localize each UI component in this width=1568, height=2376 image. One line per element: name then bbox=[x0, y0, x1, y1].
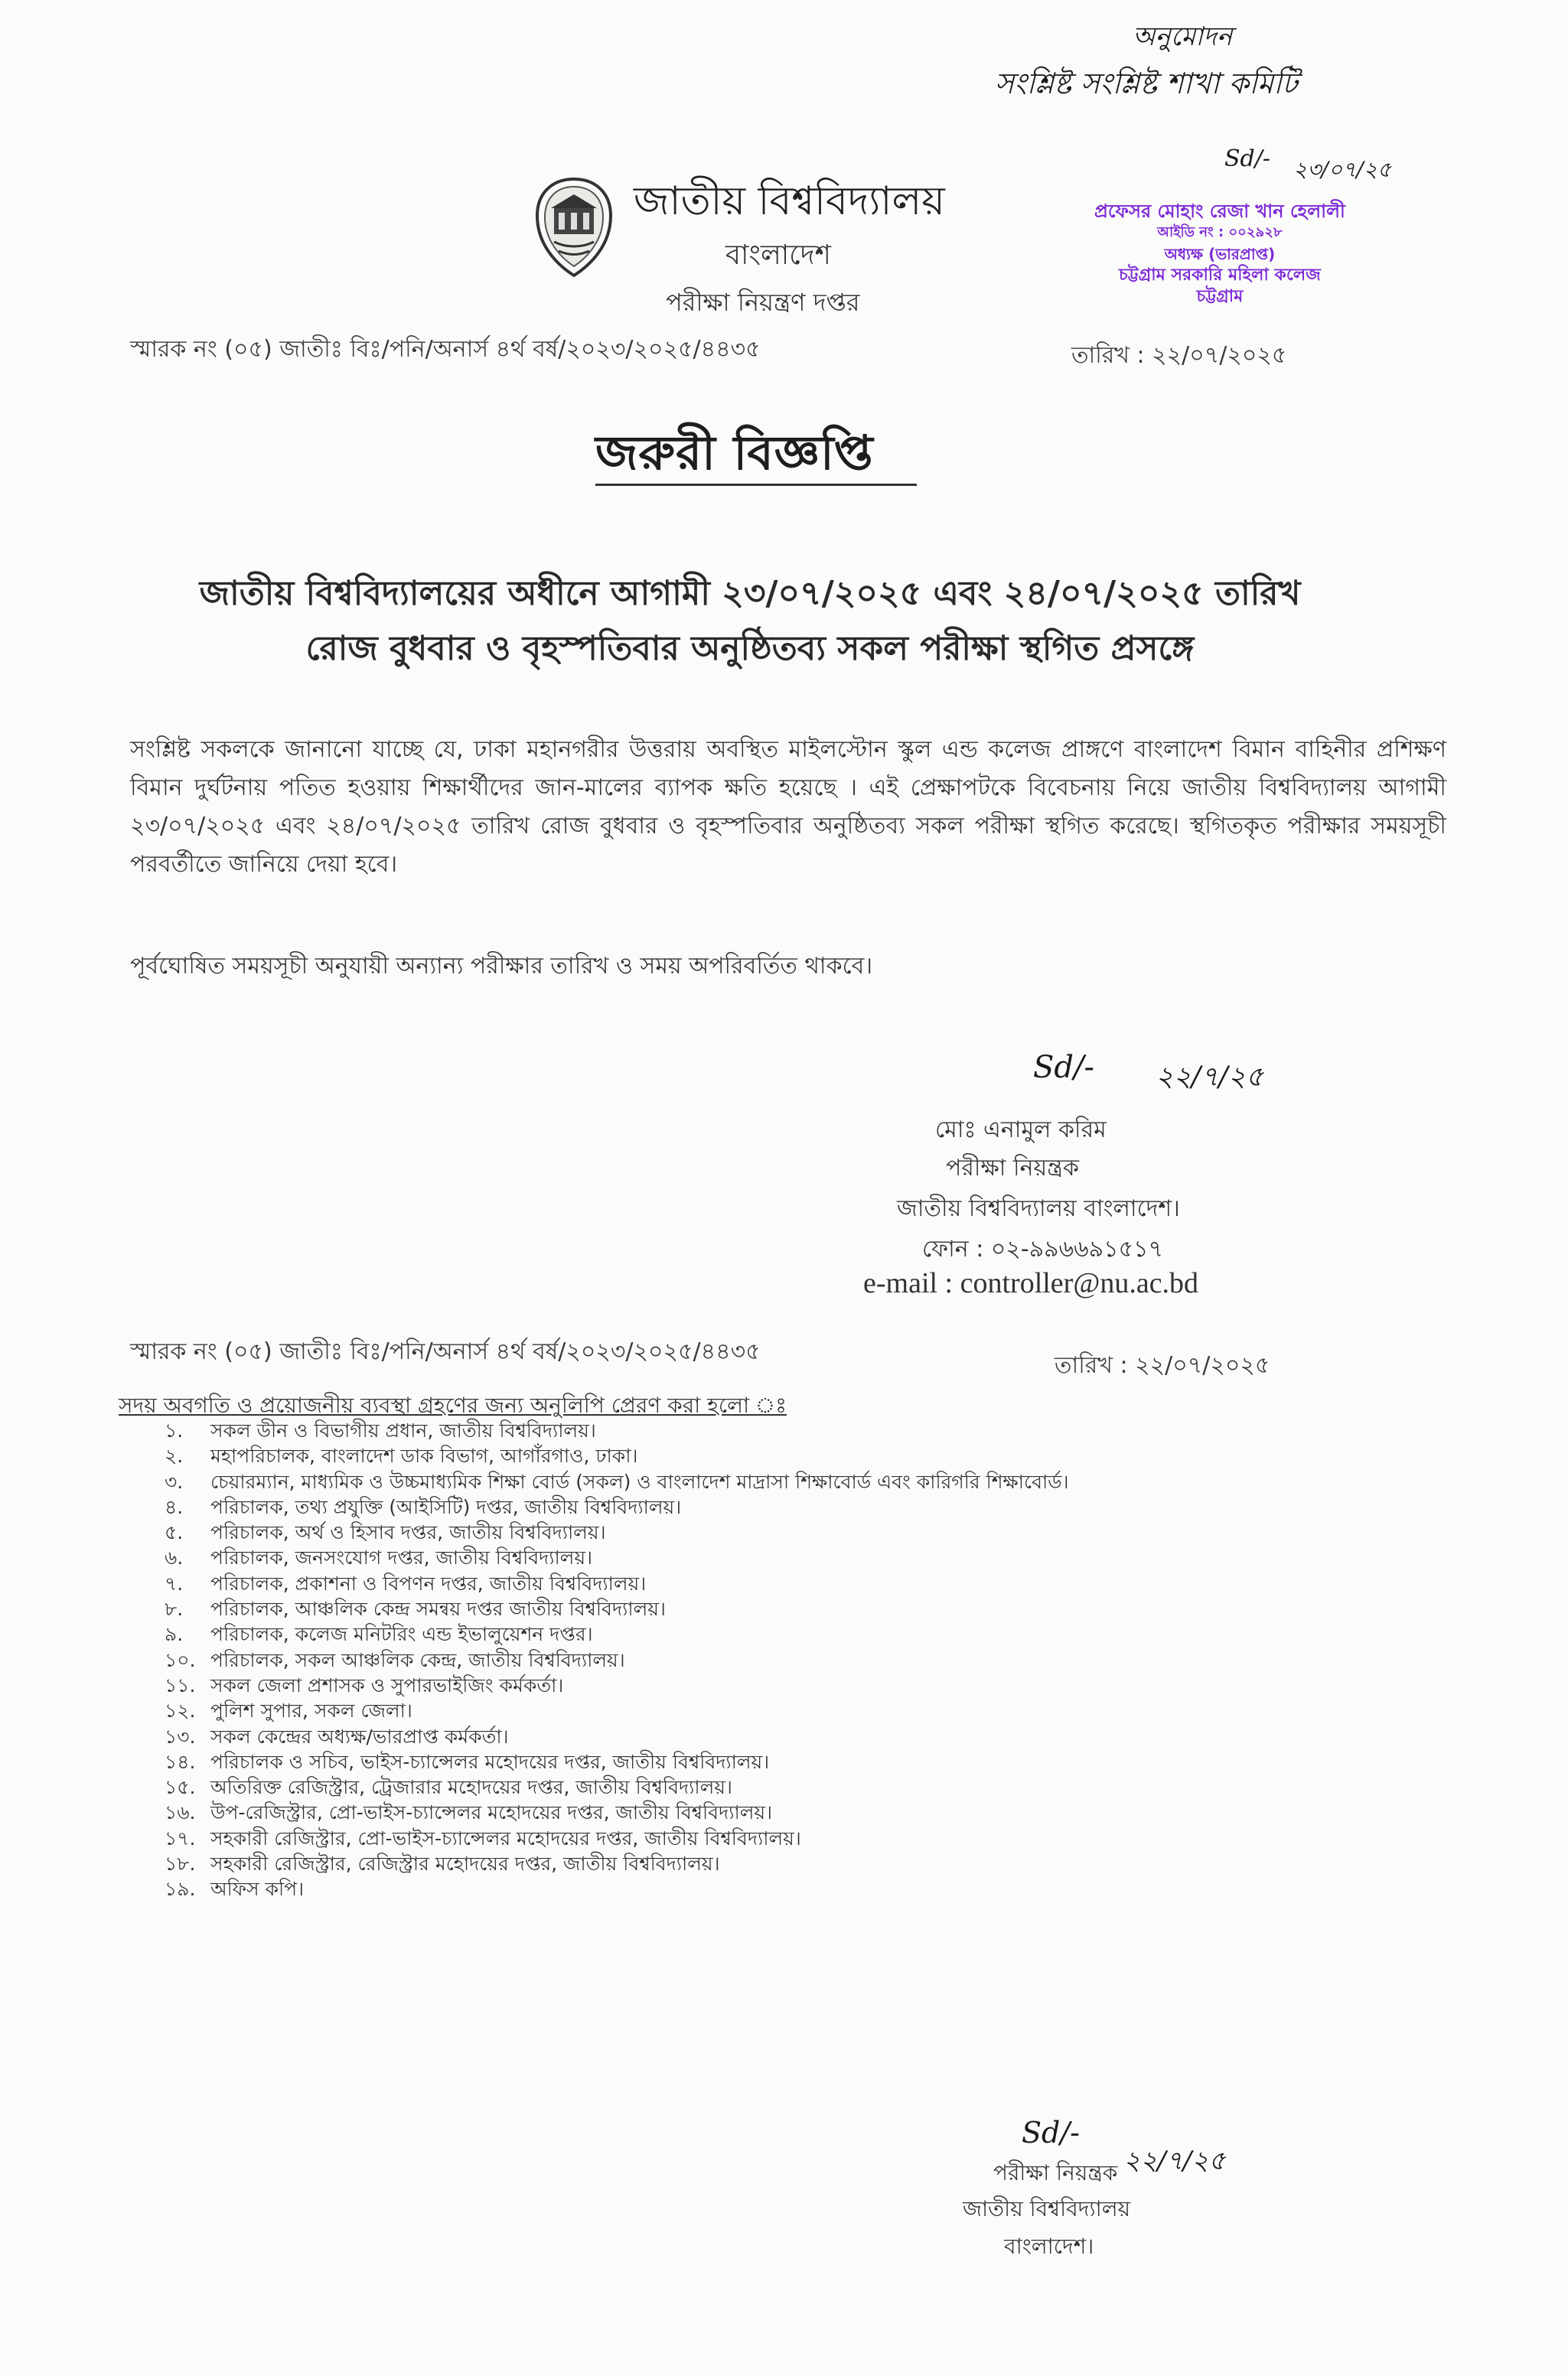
copy-recipient-number: ৯. bbox=[165, 1623, 184, 1646]
copy-recipient-text: পুলিশ সুপার, সকল জেলা। bbox=[210, 1700, 412, 1723]
copy-recipient-item bbox=[165, 1698, 1069, 1723]
signature-date-2: ২২/৭/২৫ bbox=[1123, 2146, 1226, 2176]
stamp-id: আইডি নং : ০০২৯২৮ bbox=[1157, 224, 1283, 240]
university-name: জাতীয় বিশ্ববিদ্যালয় bbox=[634, 178, 945, 224]
copy-recipient-number: ১০. bbox=[165, 1648, 196, 1671]
copy-recipient-item bbox=[165, 1596, 1069, 1621]
copy-memo-number: স্মারক নং (০৫) জাতীঃ বিঃ/পনি/অনার্স ৪র্থ বর্ষ/২০২৩/২০২৫/৪৪৩৫ bbox=[130, 1338, 761, 1365]
signatory2-org: জাতীয় বিশ্ববিদ্যালয় bbox=[963, 2196, 1131, 2221]
copy-recipient-text: সকল কেন্দ্রের অধ্যক্ষ/ভারপ্রাপ্ত কর্মকর্তা। bbox=[210, 1725, 509, 1748]
memo-date: তারিখ : ২২/০৭/২০২৫ bbox=[1071, 342, 1287, 369]
copy-recipient-number: ১২. bbox=[165, 1700, 196, 1723]
copy-recipient-item bbox=[165, 1494, 1069, 1520]
copy-recipient-item bbox=[165, 1724, 1069, 1749]
notice-body-paragraph-2: পূর্বঘোষিত সময়সূচী অনুযায়ী অন্যান্য পরীক্ষার তারিখ ও সময় অপরিবর্তিত থাকবে। bbox=[130, 953, 873, 979]
signature-scribble-1: Sd/- bbox=[1033, 1050, 1094, 1085]
copy-recipient-number: ১১. bbox=[165, 1674, 196, 1696]
copy-recipient-number: ১৪. bbox=[165, 1750, 196, 1773]
copy-recipient-text: সকল জেলা প্রশাসক ও সুপারভাইজিং কর্মকর্তা। bbox=[210, 1674, 564, 1696]
memo-number: স্মারক নং (০৫) জাতীঃ বিঃ/পনি/অনার্স ৪র্থ বর্ষ/২০২৩/২০২৫/৪৪৩৫ bbox=[130, 336, 761, 363]
subject-line-1: জাতীয় বিশ্ববিদ্যালয়ের অধীনে আগামী ২৩/০৭/২০২৫ এবং ২৪/০৭/২০২৫ তারিখ bbox=[199, 574, 1301, 613]
signature-date-1: ২২/৭/২৫ bbox=[1156, 1061, 1264, 1093]
copy-recipient-text: মহাপরিচালক, বাংলাদেশ ডাক বিভাগ, আগাঁরগাও, ঢাকা। bbox=[210, 1445, 638, 1468]
copy-list-heading: সদয় অবগতি ও প্রয়োজনীয় ব্যবস্থা গ্রহণের জন্য অনুলিপি প্রেরণ করা হলো ঃ bbox=[119, 1393, 787, 1418]
copy-recipient-item bbox=[165, 1621, 1069, 1647]
copy-recipient-item bbox=[165, 1826, 1069, 1851]
copy-recipient-number: ১৮. bbox=[165, 1853, 196, 1876]
stamp-college: চট্টগ্রাম সরকারি মহিলা কলেজ bbox=[1119, 266, 1321, 285]
subject-line-2: রোজ বুধবার ও বৃহস্পতিবার অনুষ্ঠিতব্য সকল পরীক্ষা স্থগিত প্রসঙ্গে bbox=[305, 629, 1195, 668]
principal-stamp bbox=[1094, 200, 1345, 308]
copy-recipient-text: উপ-রেজিস্ট্রার, প্রো-ভাইস-চ্যান্সেলর মহোদয়ের দপ্তর, জাতীয় বিশ্ববিদ্যালয়। bbox=[210, 1801, 773, 1824]
signatory-title: পরীক্ষা নিয়ন্ত্রক bbox=[946, 1155, 1079, 1181]
copy-recipient-item bbox=[165, 1673, 1069, 1698]
copy-recipient-text: পরিচালক, প্রকাশনা ও বিপণন দপ্তর, জাতীয় বিশ্ববিদ্যালয়। bbox=[210, 1572, 647, 1595]
copy-recipient-number: ১. bbox=[165, 1419, 184, 1442]
copy-recipient-number: ১৯. bbox=[165, 1878, 196, 1901]
notice-subject bbox=[115, 566, 1385, 676]
copy-recipient-number: ৮. bbox=[165, 1598, 184, 1621]
country-name: বাংলাদেশ bbox=[725, 240, 831, 271]
copy-recipient-item bbox=[165, 1520, 1069, 1545]
copy-recipient-item bbox=[165, 1418, 1069, 1443]
handwritten-initial: Sd/- bbox=[1224, 145, 1270, 172]
stamp-designation: অধ্যক্ষ (ভারপ্রাপ্ত) bbox=[1164, 245, 1276, 263]
copy-recipient-item bbox=[165, 1775, 1069, 1800]
copy-recipient-text: সকল ডীন ও বিভাগীয় প্রধান, জাতীয় বিশ্ববিদ্যালয়। bbox=[210, 1419, 596, 1442]
handwritten-initial-date: ২৩/০৭/২৫ bbox=[1293, 157, 1392, 182]
stamp-name: প্রফেসর মোহাং রেজা খান হেলালী bbox=[1094, 200, 1345, 222]
copy-recipient-list bbox=[165, 1418, 1069, 1902]
copy-recipient-text: পরিচালক ও সচিব, ভাইস-চ্যান্সেলর মহোদয়ের দপ্তর, জাতীয় বিশ্ববিদ্যালয়। bbox=[210, 1750, 770, 1773]
copy-recipient-number: ১৩. bbox=[165, 1725, 196, 1748]
signature-scribble-2: Sd/- bbox=[1022, 2116, 1080, 2149]
copy-recipient-item bbox=[165, 1571, 1069, 1596]
notice-headline: জরুরী বিজ্ঞপ্তি bbox=[595, 425, 874, 481]
copy-recipient-number: ৭. bbox=[165, 1572, 184, 1595]
signatory2-country: বাংলাদেশ। bbox=[1004, 2234, 1094, 2259]
copy-recipient-text: সহকারী রেজিস্ট্রার, প্রো-ভাইস-চ্যান্সেলর মহোদয়ের দপ্তর, জাতীয় বিশ্ববিদ্যালয়। bbox=[210, 1827, 801, 1850]
copy-recipient-item bbox=[165, 1443, 1069, 1468]
headline-underline bbox=[595, 484, 917, 486]
handwritten-note-forward: সংশ্লিষ্ট সংশ্লিষ্ট শাখা কমিটি bbox=[995, 67, 1298, 100]
signatory-phone: ফোন : ০২-৯৯৬৬৯১৫১৭ bbox=[922, 1236, 1164, 1263]
copy-recipient-text: পরিচালক, অর্থ ও হিসাব দপ্তর, জাতীয় বিশ্ববিদ্যালয়। bbox=[210, 1521, 606, 1544]
copy-recipient-text: পরিচালক, আঞ্চলিক কেন্দ্র সমন্বয় দপ্তর জাতীয় বিশ্ববিদ্যালয়। bbox=[210, 1598, 666, 1621]
copy-recipient-item bbox=[165, 1545, 1069, 1570]
university-logo bbox=[528, 174, 620, 282]
copy-recipient-number: ৪. bbox=[165, 1495, 184, 1518]
copy-recipient-number: ৬. bbox=[165, 1547, 184, 1569]
stamp-city: চট্টগ্রাম bbox=[1196, 287, 1244, 306]
copy-recipient-text: পরিচালক, কলেজ মনিটরিং এন্ড ইভালুয়েশন দপ্তর। bbox=[210, 1623, 593, 1646]
office-name: পরীক্ষা নিয়ন্ত্রণ দপ্তর bbox=[666, 288, 860, 317]
copy-recipient-number: ২. bbox=[165, 1445, 184, 1468]
copy-recipient-number: ৩. bbox=[165, 1470, 184, 1493]
copy-recipient-item bbox=[165, 1800, 1069, 1825]
copy-memo-date: তারিখ : ২২/০৭/২০২৫ bbox=[1055, 1352, 1270, 1379]
copy-recipient-text: সহকারী রেজিস্ট্রার, রেজিস্ট্রার মহোদয়ের দপ্তর, জাতীয় বিশ্ববিদ্যালয়। bbox=[210, 1853, 720, 1876]
signatory-email: e-mail : controller@nu.ac.bd bbox=[863, 1267, 1199, 1299]
copy-recipient-item bbox=[165, 1876, 1069, 1902]
copy-recipient-text: পরিচালক, তথ্য প্রযুক্তি (আইসিটি) দপ্তর, জাতীয় বিশ্ববিদ্যালয়। bbox=[210, 1495, 682, 1518]
copy-recipient-number: ১৭. bbox=[165, 1827, 196, 1850]
copy-recipient-number: ১৫. bbox=[165, 1776, 196, 1799]
copy-recipient-text: পরিচালক, জনসংযোগ দপ্তর, জাতীয় বিশ্ববিদ্যালয়। bbox=[210, 1547, 593, 1569]
signatory-org: জাতীয় বিশ্ববিদ্যালয় বাংলাদেশ। bbox=[897, 1195, 1180, 1222]
copy-recipient-text: পরিচালক, সকল আঞ্চলিক কেন্দ্র, জাতীয় বিশ্ববিদ্যালয়। bbox=[210, 1648, 625, 1671]
copy-recipient-item bbox=[165, 1648, 1069, 1673]
copy-recipient-text: অফিস কপি। bbox=[210, 1878, 305, 1901]
copy-recipient-number: ৫. bbox=[165, 1521, 184, 1544]
notice-body-paragraph-1: সংশ্লিষ্ট সকলকে জানানো যাচ্ছে যে, ঢাকা মহানগরীর উত্তরায় অবস্থিত মাইলস্টোন স্কুল এন্ড কলেজ প্রাঙ্গণে বাংলাদেশ বিমান বাহিনীর প্রশিক্ষণ বিমান দুর্ঘটনায় পতিত হওয়ায় শিক্ষার্থীদের জান-মালের ব্যাপক ক্ষতি হয়েছে । এই প্রেক্ষাপটকে বিবেচনায় নিয়ে জাতীয় বিশ্ববিদ্যালয় আগামী ২৩/০৭/২০২৫ এবং ২৪/০৭/২০২৫ তারিখ রোজ বুধবার ও বৃহস্পতিবার অনুষ্ঠিতব্য সকল পরীক্ষা স্থগিত করেছে। স্থগিতকৃত পরীক্ষার সময়সূচী পরবর্তীতে জানিয়ে দেয়া হবে। bbox=[130, 736, 1446, 878]
signatory-name: মোঃ এনামুল করিম bbox=[935, 1116, 1107, 1143]
copy-recipient-item bbox=[165, 1469, 1069, 1494]
copy-recipient-item bbox=[165, 1749, 1069, 1775]
copy-recipient-item bbox=[165, 1851, 1069, 1876]
signatory2-title: পরীক্ষা নিয়ন্ত্রক bbox=[993, 2160, 1118, 2185]
copy-recipient-text: অতিরিক্ত রেজিস্ট্রার, ট্রেজারার মহোদয়ের দপ্তর, জাতীয় বিশ্ববিদ্যালয়। bbox=[210, 1776, 732, 1799]
handwritten-note-approval: অনুমোদন bbox=[1133, 21, 1233, 52]
copy-recipient-number: ১৬. bbox=[165, 1801, 196, 1824]
copy-recipient-text: চেয়ারম্যান, মাধ্যমিক ও উচ্চমাধ্যমিক শিক্ষা বোর্ড (সকল) ও বাংলাদেশ মাদ্রাসা শিক্ষাবোর্ড এবং কারিগরি শিক্ষাবোর্ড। bbox=[210, 1470, 1069, 1493]
